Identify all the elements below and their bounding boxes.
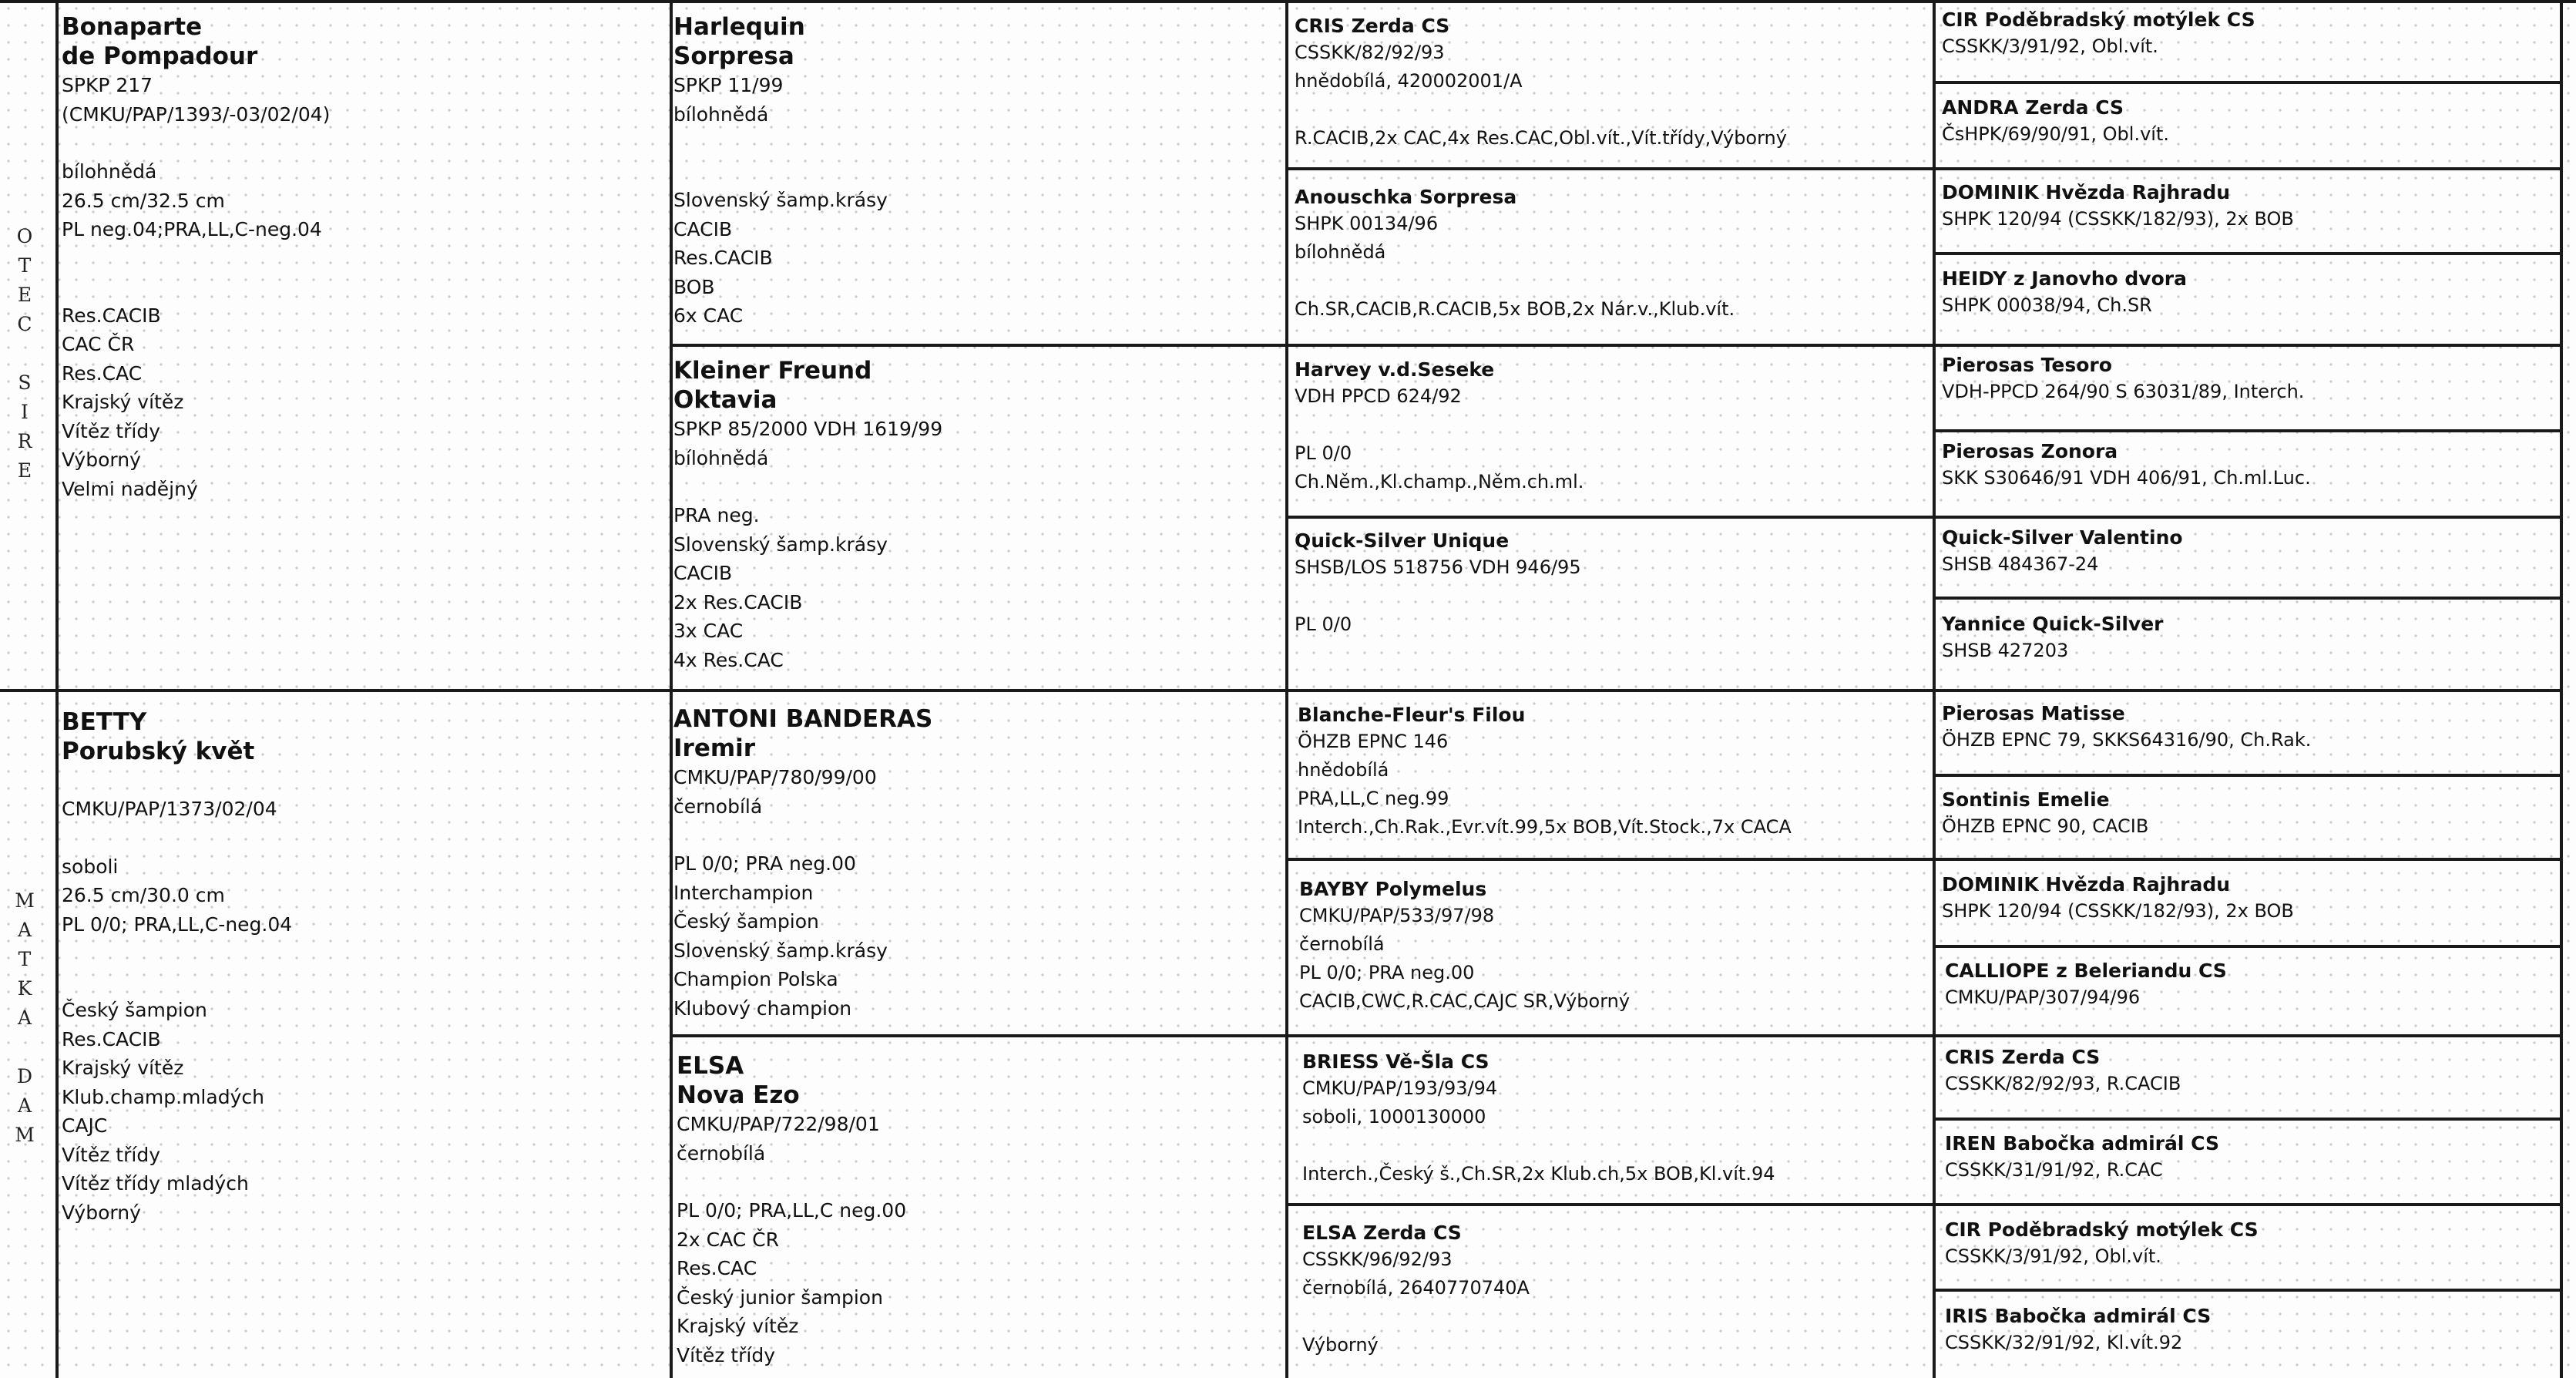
ancestor-name-line2: Sorpresa <box>673 42 794 70</box>
dam-info-line: PL 0/0; PRA,LL,C-neg.04 <box>62 913 293 936</box>
ancestor-title-line: PRA neg. <box>673 504 760 526</box>
gen4-divider-7 <box>1933 597 2560 600</box>
ancestor-name-line2: Nova Ezo <box>677 1081 800 1109</box>
ancestor-title-line: CACIB <box>673 562 733 584</box>
ancestor-info-line: SPKP 85/2000 VDH 1619/99 <box>673 418 943 440</box>
ancestor-title-line: PL 0/0 <box>1295 613 1352 635</box>
ancestor-name: Pierosas Tesoro <box>1942 354 2112 376</box>
dam-cell <box>62 707 663 1370</box>
gen4-cell <box>1942 180 2554 251</box>
ancestor-info-line: SHPK 00134/96 <box>1295 213 1439 234</box>
ancestor-info-line: SHPK 120/94 (CSSKK/182/93), 2x BOB <box>1942 208 2294 230</box>
ancestor-info-line: SPKP 11/99 <box>673 74 784 96</box>
ancestor-info-line: CSSKK/3/91/92, Obl.vít. <box>1942 35 2158 57</box>
gen4-cell <box>1945 1045 2554 1116</box>
ancestor-info-line: ÖHZB EPNC 90, CACIB <box>1942 815 2149 837</box>
ancestor-info-line: CSSKK/96/92/93 <box>1302 1249 1453 1270</box>
ancestor-info-line: VDH PPCD 624/92 <box>1295 385 1462 407</box>
ancestor-name: Quick-Silver Valentino <box>1942 526 2183 549</box>
sire-info-line: bílohnědá <box>62 160 157 183</box>
dam-label-letter: D <box>16 1065 33 1087</box>
gen3-cell <box>1295 14 1926 165</box>
ancestor-name: Sontinis Emelie <box>1942 788 2110 811</box>
ancestor-name: CIR Poděbradský motýlek CS <box>1945 1218 2259 1241</box>
dam-name-line2: Porubský květ <box>62 738 255 765</box>
ancestor-name: CALLIOPE z Beleriandu CS <box>1945 960 2227 982</box>
sire-label-letter: C <box>17 313 32 335</box>
gen4-cell <box>1945 1218 2554 1289</box>
ancestor-info-line: PL 0/0; PRA neg.00 <box>1299 962 1475 983</box>
ancestor-title-line: Slovenský šamp.krásy <box>673 189 888 211</box>
sire-title-line: Výborný <box>62 449 141 471</box>
ancestor-title-line: Slovenský šamp.krásy <box>673 939 888 962</box>
ancestor-info-line: bílohnědá <box>1295 241 1386 263</box>
gen3-divider-a <box>1285 167 2560 170</box>
dam-title-line: Vítěz třídy mladých <box>62 1172 249 1195</box>
ancestor-title-line: 2x Res.CACIB <box>673 590 803 613</box>
sire-title-line: Res.CACIB <box>62 304 161 327</box>
ancestor-info-line: hnědobílá <box>1298 759 1389 781</box>
gen4-cell <box>1942 701 2554 772</box>
gen4-cell <box>1942 526 2554 597</box>
ancestor-info-line: CMKU/PAP/307/94/96 <box>1945 986 2141 1008</box>
ancestor-info-line: CSSKK/82/92/93, R.CACIB <box>1945 1073 2181 1094</box>
ancestor-name: Harlequin <box>673 13 805 41</box>
ancestor-info-line: Interch.,Ch.Rak.,Evr.vít.99,5x BOB,Vít.Stock.,7x CACA <box>1298 816 1792 838</box>
sire-title-line: Vítěz třídy <box>62 419 160 442</box>
ancestor-info-line: černobílá <box>673 795 763 818</box>
gen4-divider-5 <box>1933 429 2560 432</box>
ancestor-info-line: SHSB 427203 <box>1942 640 2069 661</box>
gen4-cell <box>1942 439 2554 510</box>
ancestor-name: CRIS Zerda CS <box>1945 1046 2101 1068</box>
ancestor-info-line: CSSKK/31/91/92, R.CAC <box>1945 1159 2163 1181</box>
sire-info-line: (CMKU/PAP/1393/-03/02/04) <box>62 103 331 126</box>
ancestor-title-line: Výborný <box>1302 1334 1379 1356</box>
ancestor-name: CIR Poděbradský motýlek CS <box>1942 8 2255 31</box>
gen2-divider-a <box>670 344 2560 347</box>
sire-label-letter: E <box>17 284 32 306</box>
sire-dam-divider <box>0 689 2560 692</box>
ancestor-title-line: Český šampion <box>673 910 819 933</box>
ancestor-name: BAYBY Polymelus <box>1299 878 1487 900</box>
ancestor-name: Pierosas Zonora <box>1942 440 2118 462</box>
ancestor-name: ELSA <box>677 1052 744 1080</box>
ancestor-title-line: PL 0/0; PRA,LL,C neg.00 <box>677 1199 907 1222</box>
ancestor-title-line: PL 0/0; PRA neg.00 <box>673 852 856 875</box>
dam-info-line: soboli <box>62 855 119 878</box>
ancestor-info-line: SHPK 00038/94, Ch.SR <box>1942 294 2152 316</box>
ancestor-name: Blanche-Fleur's Filou <box>1298 704 1526 726</box>
sire-info-line: SPKP 217 <box>62 74 153 96</box>
ancestor-info-line: CMKU/PAP/533/97/98 <box>1299 905 1495 926</box>
gen4-cell <box>1942 788 2554 859</box>
ancestor-info-line: VDH-PPCD 264/90 S 63031/89, Interch. <box>1942 381 2305 402</box>
sire-name: Bonaparte <box>62 13 203 41</box>
dam-side-label <box>3 886 46 1150</box>
sire-side-label <box>3 222 46 486</box>
dam-title-line: Vítěz třídy <box>62 1143 160 1166</box>
gen3-cell <box>1295 529 1926 683</box>
ancestor-title-line: Res.CACIB <box>673 247 773 269</box>
ancestor-name: Kleiner Freund <box>673 357 872 385</box>
ancestor-info-line: soboli, 1000130000 <box>1302 1106 1486 1128</box>
sire-info-line: PL neg.04;PRA,LL,C-neg.04 <box>62 218 322 240</box>
dam-label-letter <box>3 1033 46 1062</box>
ancestor-info-line: ÖHZB EPNC 146 <box>1298 731 1449 752</box>
ancestor-title-line: 3x CAC <box>673 620 744 642</box>
col-divider-5 <box>2560 0 2563 1378</box>
gen4-divider-15 <box>1933 1289 2560 1292</box>
ancestor-info-line: černobílá <box>677 1141 766 1165</box>
gen3-cell <box>1302 1050 1926 1201</box>
gen4-cell <box>1942 612 2554 683</box>
ancestor-title-line: Interch.,Český š.,Ch.SR,2x Klub.ch,5x BOB,Kl.vít.94 <box>1302 1163 1775 1185</box>
ancestor-name: ANTONI BANDERAS <box>673 705 933 733</box>
ancestor-info-line: černobílá, 2640770740A <box>1302 1277 1530 1299</box>
sire-info-line: 26.5 cm/32.5 cm <box>62 189 225 212</box>
gen4-divider-9 <box>1933 774 2560 777</box>
dam-label-letter: M <box>15 889 35 912</box>
gen4-cell <box>1945 1304 2554 1375</box>
gen4-divider-13 <box>1933 1118 2560 1121</box>
gen2-cell <box>677 1051 1281 1378</box>
sire-title-line: Velmi nadějný <box>62 477 198 500</box>
gen2-divider-b <box>670 1034 2560 1037</box>
ancestor-info-line: ČsHPK/69/90/91, Obl.vít. <box>1942 123 2169 145</box>
sire-label-letter <box>3 339 46 368</box>
ancestor-title-line: Interchampion <box>673 881 814 904</box>
gen4-cell <box>1942 353 2554 424</box>
ancestor-name: Yannice Quick-Silver <box>1942 613 2164 635</box>
ancestor-info-line: CSSKK/3/91/92, Obl.vít. <box>1945 1245 2161 1267</box>
ancestor-info-line: SHSB/LOS 518756 VDH 946/95 <box>1295 556 1581 578</box>
ancestor-info-line: bílohnědá <box>673 446 769 469</box>
ancestor-title-line: Český junior šampion <box>677 1286 883 1309</box>
gen4-cell <box>1942 267 2554 338</box>
ancestor-title-line: Slovenský šamp.krásy <box>673 533 888 556</box>
gen4-cell <box>1945 959 2554 1030</box>
ancestor-name-line2: Iremir <box>673 734 756 762</box>
gen2-cell <box>673 356 1281 684</box>
ancestor-name: CRIS Zerda CS <box>1295 15 1450 37</box>
ancestor-name: ELSA Zerda CS <box>1302 1222 1462 1244</box>
ancestor-info-line: hnědobílá, 420002001/A <box>1295 70 1523 92</box>
dam-info-line: CMKU/PAP/1373/02/04 <box>62 798 277 820</box>
sire-label-letter: R <box>17 430 32 452</box>
ancestor-info-line: CMKU/PAP/722/98/01 <box>677 1113 880 1135</box>
ancestor-info-line: černobílá <box>1299 933 1385 955</box>
ancestor-title-line: Klubový champion <box>673 997 852 1020</box>
ancestor-title-line: 2x CAC ČR <box>677 1228 779 1251</box>
gen3-cell <box>1298 703 1926 855</box>
gen2-cell <box>673 704 1281 1031</box>
ancestor-title-line: BOB <box>673 275 715 298</box>
ancestor-info-line: CSSKK/82/92/93 <box>1295 42 1445 63</box>
ancestor-title-line: Ch.Něm.,Kl.champ.,Něm.ch.ml. <box>1295 471 1584 492</box>
dam-label-letter: A <box>17 919 32 941</box>
ancestor-title-line: CACIB <box>673 217 733 240</box>
sire-label-letter: E <box>17 459 32 482</box>
gen4-cell <box>1945 1131 2554 1202</box>
dam-label-letter: M <box>15 1124 35 1146</box>
gen4-divider-11 <box>1933 945 2560 948</box>
ancestor-title-line: Ch.SR,CACIB,R.CACIB,5x BOB,2x Nár.v.,Klub.vít. <box>1295 298 1735 320</box>
ancestor-title-line: PL 0/0 <box>1295 442 1352 464</box>
ancestor-title-line: Champion Polska <box>673 968 838 990</box>
ancestor-info-line: CSSKK/32/91/92, Kl.vít.92 <box>1945 1332 2183 1353</box>
ancestor-name: IRIS Babočka admirál CS <box>1945 1305 2212 1327</box>
gen3-cell <box>1295 185 1926 339</box>
sire-title-line: Krajský vítěz <box>62 391 184 413</box>
ancestor-title-line: 6x CAC <box>673 304 744 327</box>
ancestor-info-line: CMKU/PAP/780/99/00 <box>673 766 877 788</box>
ancestor-info-line: CACIB,CWC,R.CAC,CAJC SR,Výborný <box>1299 990 1631 1012</box>
gen3-cell <box>1302 1221 1926 1375</box>
dam-title-line: CAJC <box>62 1114 108 1137</box>
sire-label-letter: O <box>16 225 33 247</box>
dam-label-letter: T <box>18 948 32 970</box>
ancestor-name: HEIDY z Janovho dvora <box>1942 267 2187 290</box>
sire-title-line: CAC ČR <box>62 333 135 355</box>
ancestor-name: Pierosas Matisse <box>1942 702 2125 724</box>
sire-label-letter: S <box>18 371 32 394</box>
ancestor-info-line: ÖHZB EPNC 79, SKKS64316/90, Ch.Rak. <box>1942 729 2312 751</box>
ancestor-title-line: R.CACIB,2x CAC,4x Res.CAC,Obl.vít.,Vít.třídy,Výborný <box>1295 127 1787 149</box>
gen4-cell <box>1942 872 2554 943</box>
ancestor-name-line2: Oktavia <box>673 386 778 414</box>
ancestor-name: Harvey v.d.Seseke <box>1295 358 1495 381</box>
sire-name-line2: de Pompadour <box>62 42 258 70</box>
ancestor-title-line: Krajský vítěz <box>677 1315 799 1337</box>
sire-cell <box>62 12 663 683</box>
ancestor-name: DOMINIK Hvězda Rajhradu <box>1942 873 2231 896</box>
gen4-divider-1 <box>1933 81 2560 84</box>
gen2-cell <box>673 12 1281 339</box>
dam-title-line: Res.CACIB <box>62 1027 161 1050</box>
ancestor-title-line: Res.CAC <box>677 1257 757 1279</box>
gen4-divider-3 <box>1933 252 2560 255</box>
dam-label-letter: A <box>17 1094 32 1117</box>
sire-label-letter: I <box>21 401 29 423</box>
ancestor-title-line: 4x Res.CAC <box>673 648 784 671</box>
ancestor-name: DOMINIK Hvězda Rajhradu <box>1942 181 2231 203</box>
ancestor-info-line: CMKU/PAP/193/93/94 <box>1302 1077 1498 1099</box>
ancestor-info-line: PRA,LL,C neg.99 <box>1298 788 1449 809</box>
sire-title-line: Res.CAC <box>62 361 143 385</box>
ancestor-info-line: SHPK 120/94 (CSSKK/182/93), 2x BOB <box>1942 900 2294 922</box>
dam-title-line: Klub.champ.mladých <box>62 1085 264 1108</box>
ancestor-name: IREN Babočka admirál CS <box>1945 1132 2219 1154</box>
dam-title-line: Krajský vítěz <box>62 1057 184 1079</box>
gen3-divider-b <box>1285 516 2560 519</box>
gen3-cell <box>1295 358 1926 512</box>
dam-label-letter: K <box>17 977 32 1000</box>
gen4-cell <box>1942 8 2554 79</box>
sire-label-letter: T <box>18 254 32 277</box>
gen4-cell <box>1942 96 2554 166</box>
ancestor-name: BRIESS Vě-Šla CS <box>1302 1050 1490 1073</box>
ancestor-info-line: SKK S30646/91 VDH 406/91, Ch.ml.Luc. <box>1942 467 2311 489</box>
ancestor-name: ANDRA Zerda CS <box>1942 96 2124 119</box>
gen3-cell <box>1299 877 1926 1031</box>
ancestor-name: Quick-Silver Unique <box>1295 529 1510 552</box>
dam-title-line: Český šampion <box>62 999 207 1021</box>
ancestor-name: Anouschka Sorpresa <box>1295 186 1517 208</box>
ancestor-info-line: SHSB 484367-24 <box>1942 553 2099 575</box>
dam-title-line: Výborný <box>62 1201 141 1224</box>
gen3-divider-d <box>1285 1203 2560 1206</box>
ancestor-info-line: bílohnědá <box>673 103 769 126</box>
ancestor-title-line: Vítěz třídy <box>677 1343 775 1366</box>
dam-info-line: 26.5 cm/30.0 cm <box>62 884 225 906</box>
dam-label-letter: A <box>17 1007 32 1029</box>
dam-name: BETTY <box>62 708 147 736</box>
